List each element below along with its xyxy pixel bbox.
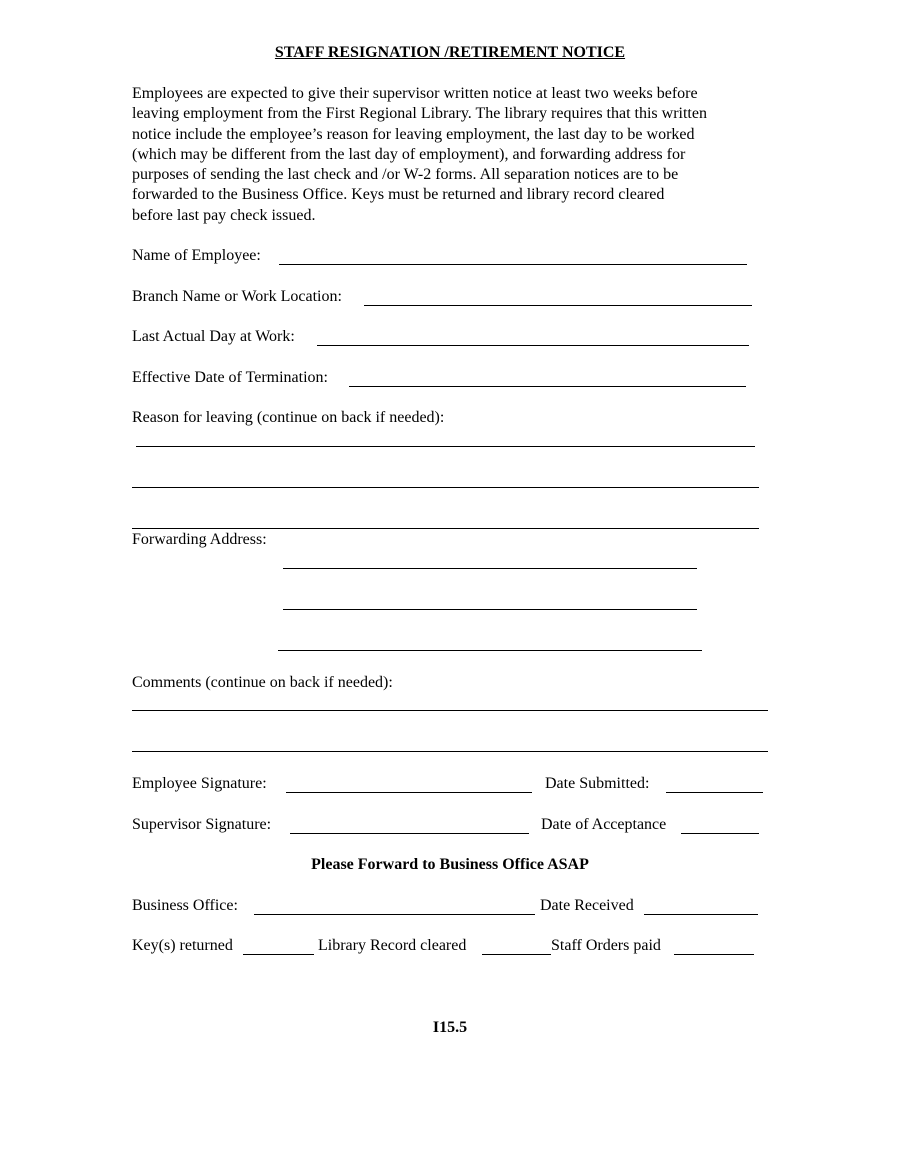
effective-date-label: Effective Date of Termination: (132, 369, 328, 386)
reason-line[interactable] (132, 528, 759, 529)
intro-line: leaving employment from the First Regional Library. The library requires that this written (132, 105, 707, 123)
intro-line: before last pay check issued. (132, 206, 316, 224)
forwarding-address-label: Forwarding Address: (132, 531, 267, 548)
business-office-field[interactable] (254, 914, 535, 915)
staff-orders-field[interactable] (674, 954, 754, 955)
form-code: I15.5 (432, 1019, 468, 1036)
address-line[interactable] (278, 650, 702, 651)
intro-line: forwarded to the Business Office. Keys must be returned and library record cleared (132, 186, 665, 204)
comments-line[interactable] (132, 710, 768, 711)
intro-line: (which may be different from the last day of employment), and forwarding address for (132, 145, 686, 163)
intro-line: notice include the employee’s reason for leaving employment, the last day to be worked (132, 125, 695, 143)
branch-location-label: Branch Name or Work Location: (132, 288, 342, 305)
keys-returned-field[interactable] (243, 954, 314, 955)
intro-line: Employees are expected to give their supervisor written notice at least two weeks before (132, 85, 698, 102)
supervisor-signature-label: Supervisor Signature: (132, 816, 272, 833)
employee-signature-label: Employee Signature: (132, 775, 267, 792)
employee-signature-field[interactable] (286, 792, 532, 793)
date-of-acceptance-label: Date of Acceptance (541, 816, 667, 833)
reason-line[interactable] (136, 446, 755, 447)
address-line[interactable] (283, 609, 697, 610)
date-submitted-label: Date Submitted: (545, 775, 650, 792)
address-line[interactable] (283, 568, 697, 569)
last-day-label: Last Actual Day at Work: (132, 328, 295, 345)
form-title: STAFF RESIGNATION /RETIREMENT NOTICE (274, 44, 626, 61)
comments-label: Comments (continue on back if needed): (132, 674, 393, 691)
staff-orders-label: Staff Orders paid (551, 937, 661, 954)
keys-returned-label: Key(s) returned (132, 937, 233, 954)
reason-label: Reason for leaving (continue on back if needed): (132, 409, 445, 426)
date-submitted-field[interactable] (666, 792, 763, 793)
name-of-employee-field[interactable] (279, 264, 747, 265)
last-day-field[interactable] (317, 345, 749, 346)
date-received-field[interactable] (644, 914, 758, 915)
reason-line[interactable] (132, 487, 759, 488)
library-record-field[interactable] (482, 954, 551, 955)
business-office-label: Business Office: (132, 897, 238, 914)
comments-line[interactable] (132, 751, 768, 752)
library-record-label: Library Record cleared (318, 937, 467, 954)
branch-location-field[interactable] (364, 305, 752, 306)
intro-paragraph (132, 84, 772, 226)
intro-line: purposes of sending the last check and /or W-2 forms. All separation notices are to be (132, 166, 679, 184)
name-of-employee-label: Name of Employee: (132, 247, 261, 264)
date-of-acceptance-field[interactable] (681, 833, 759, 834)
effective-date-field[interactable] (349, 386, 746, 387)
supervisor-signature-field[interactable] (290, 833, 529, 834)
forward-notice: Please Forward to Business Office ASAP (311, 856, 589, 873)
date-received-label: Date Received (540, 897, 634, 914)
